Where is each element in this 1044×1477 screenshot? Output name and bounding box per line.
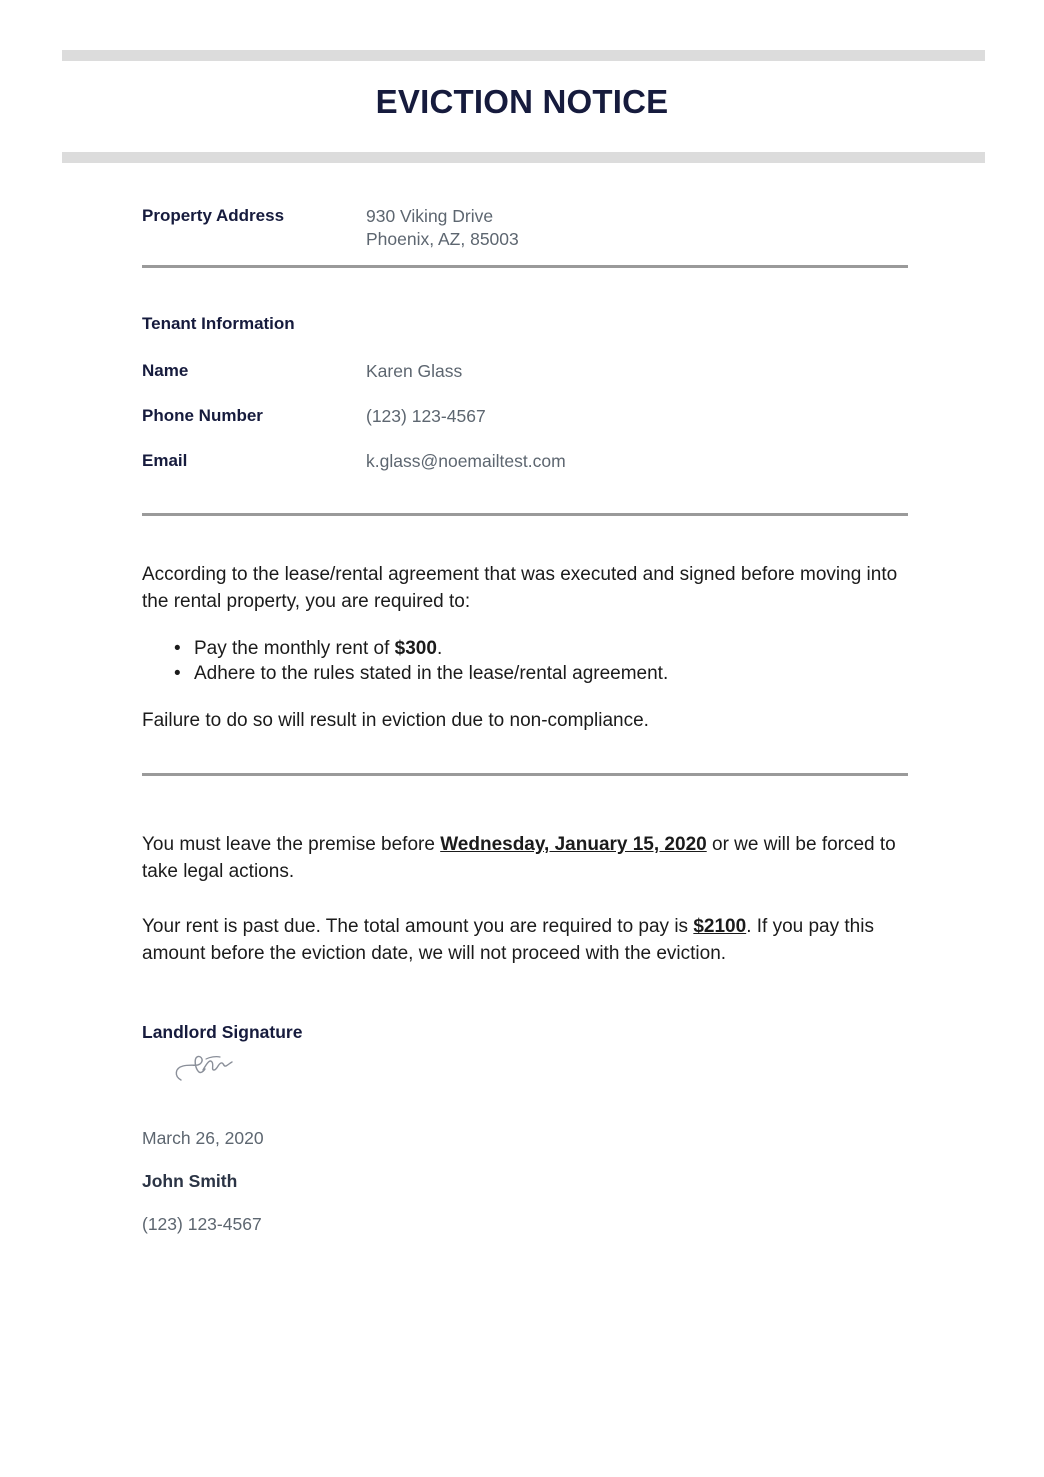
list-item [194,661,908,686]
failure-notice: Failure to do so will result in eviction due to non-compliance. [142,710,649,732]
section-divider [142,773,908,776]
deadline-tail: or we will be forced to take legal actions. [142,834,896,882]
monthly-rent-amount: $300 [394,637,437,659]
obligations-list [142,636,908,686]
tenant-phone-row [142,405,908,428]
divider-after-obligations [142,773,908,776]
tenant-email-value: k.glass@noemailtest.com [366,450,566,471]
header-rule-bottom [62,152,985,163]
obligation-text-2: Adhere to the rules stated in the lease/rental agreement. [194,663,669,685]
deadline-paragraph [142,832,908,886]
signature-date: March 26, 2020 [142,1128,264,1148]
tenant-name-value: Karen Glass [366,361,463,381]
tenant-phone-label: Phone Number [142,405,263,425]
obligations-section [142,562,908,735]
past-due-tail: . If you pay this amount before the eviction date, we will not proceed with the eviction. [142,915,874,964]
past-due-paragraph [142,914,908,968]
signature-image [170,1043,908,1094]
property-address-label: Property Address [142,206,285,225]
tenant-name-row [142,360,908,383]
section-divider [142,513,908,516]
property-street: 930 Viking Drive [366,206,494,226]
landlord-signature-section [142,1022,908,1235]
property-address-row [142,205,908,251]
deadline-section [142,832,908,968]
obligations-intro: According to the lease/rental agreement that was executed and signed before moving into the rental property, you are required to: [142,564,898,612]
property-address-value [366,205,519,251]
divider-after-tenant [142,513,908,516]
deadline-lead-in: You must leave the premise before [142,834,441,855]
header-rule-top [62,50,985,61]
landlord-phone: (123) 123-4567 [142,1214,262,1234]
eviction-date: Wednesday, January 15, 2020 [440,834,707,855]
obligation-text-1: Pay the monthly rent of [194,637,395,659]
total-amount-due: $2100 [693,915,747,937]
landlord-signature-heading: Landlord Signature [142,1022,303,1042]
property-city-state-zip: Phoenix, AZ, 85003 [366,228,519,249]
page-title: EVICTION NOTICE [375,83,669,120]
past-due-lead-in: Your rent is past due. The total amount you are required to pay is [142,915,694,937]
tenant-information-heading: Tenant Information [142,314,295,333]
obligation-suffix-1: . [436,637,443,659]
landlord-name: John Smith [142,1171,238,1191]
divider-after-property [142,265,908,268]
tenant-email-label: Email [142,450,188,470]
tenant-information-section [142,314,908,473]
list-item [194,636,908,661]
section-divider [142,265,908,268]
tenant-name-label: Name [142,361,189,380]
tenant-email-row [142,450,908,473]
property-address-section [142,205,908,251]
tenant-phone-value: (123) 123-4567 [366,405,486,426]
